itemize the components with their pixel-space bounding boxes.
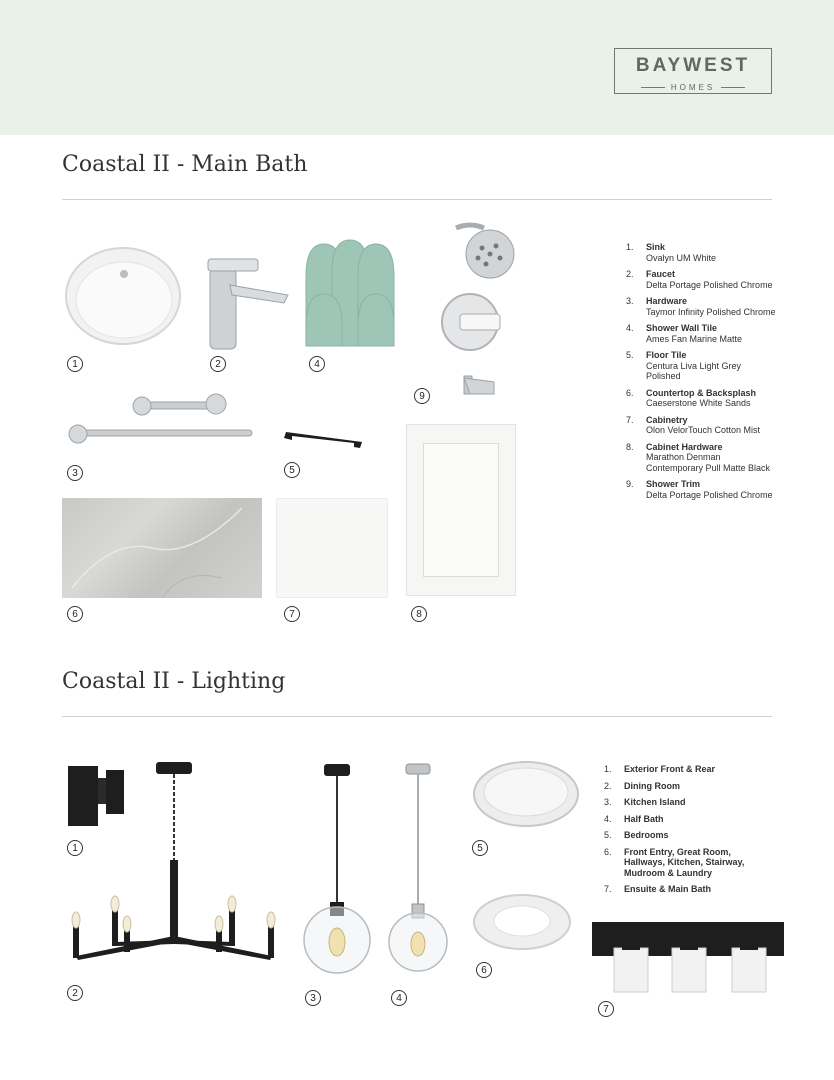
bath-item: 3. Hardware Taymor Infinity Polished Chrome [626,296,776,317]
lighting-item: 3. Kitchen Island [604,797,686,807]
bath-badge-6: 6 [67,606,83,622]
bath-hardware-image [64,390,254,452]
bath-divider [62,199,772,200]
bath-badge-9: 9 [414,388,430,404]
flush-mount-image [472,760,582,828]
bath-item: 9. Shower Trim Delta Portage Polished Chrome [626,479,773,500]
bath-badge-1: 1 [67,356,83,372]
vanity-light-image [592,920,784,996]
bath-badge-4: 4 [309,356,325,372]
lighting-badge-3: 3 [305,990,321,1006]
chandelier-image [66,760,282,972]
sink-image [64,244,182,348]
lighting-badge-6: 6 [476,962,492,978]
lighting-badge-7: 7 [598,1001,614,1017]
cabinet-door-image [406,424,516,596]
bath-badge-7: 7 [284,606,300,622]
countertop-image [62,498,262,598]
lighting-badge-1: 1 [67,840,83,856]
lighting-item: 5. Bedrooms [604,830,669,840]
bath-badge-3: 3 [67,465,83,481]
bath-item: 6. Countertop & Backsplash Caeserstone White Sands [626,387,757,408]
faucet-image [200,255,292,351]
lighting-badge-4: 4 [391,990,407,1006]
bath-item: 2. Faucet Delta Portage Polished Chrome [626,269,773,290]
shower-trim-image [440,218,526,414]
lighting-item: 6. Front Entry, Great Room, Hallways, Kitchen, Stairway, Mudroom & Laundry [604,846,745,878]
brand-sub: HOMES [615,82,771,94]
lighting-badge-5: 5 [472,840,488,856]
lighting-item: 7. Ensuite & Main Bath [604,884,712,894]
cabinetry-sample-image [276,498,388,598]
bath-badge-5: 5 [284,462,300,478]
pendant-black-image [300,760,374,974]
brand-name: BAYWEST [635,55,751,76]
bath-item: 1. Sink Ovalyn UM White [626,242,717,263]
lighting-divider [62,716,772,717]
recessed-light-image [472,892,574,952]
pendant-chrome-image [386,760,450,974]
header-band [0,0,834,135]
shower-wall-tile-image [302,236,398,348]
bath-section-title: Coastal II - Main Bath [62,152,308,177]
lighting-item-list [604,764,770,901]
lighting-item: 4. Half Bath [604,813,664,824]
bath-item-list [626,242,778,506]
bath-item: 7. Cabinetry Olon VelorTouch Cotton Mist [626,414,761,435]
lighting-item: 2. Dining Room [604,780,680,791]
bath-badge-2: 2 [210,356,226,372]
brand-logo [614,48,772,94]
bath-item: 4. Shower Wall Tile Ames Fan Marine Matte [626,323,743,344]
lighting-badge-2: 2 [67,985,83,1001]
bath-badge-8: 8 [411,606,427,622]
cabinet-pull-image [282,428,366,452]
bath-item: 5. Floor Tile Centura Liva Light Grey Polished [626,350,742,381]
lighting-section-title: Coastal II - Lighting [62,669,286,694]
bath-item: 8. Cabinet Hardware Marathon Denman Contemporary Pull Matte Black [626,441,771,473]
lighting-item: 1. Exterior Front & Rear [604,764,716,774]
